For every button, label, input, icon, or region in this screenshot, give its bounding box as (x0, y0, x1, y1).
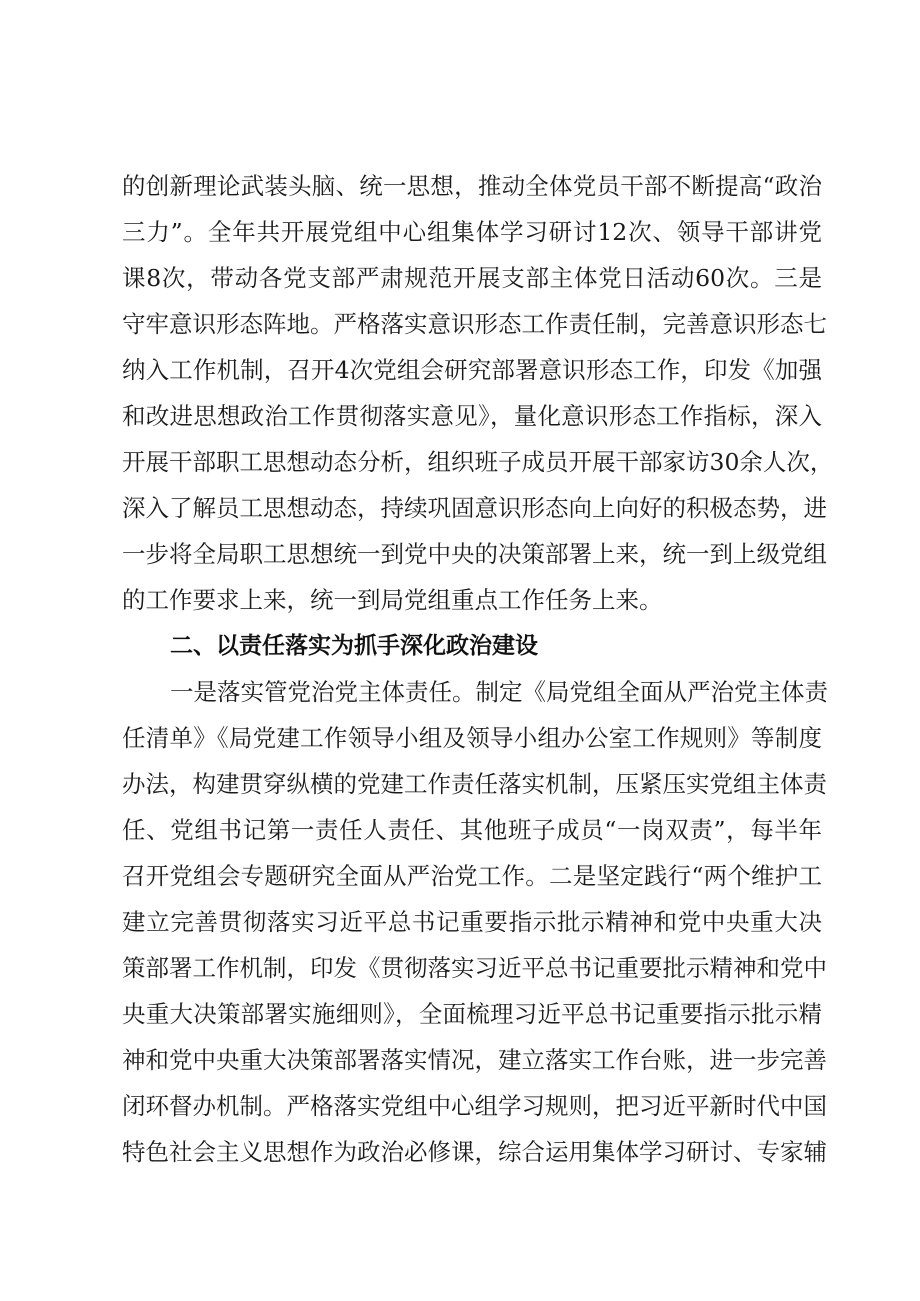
paragraph-1-line-10: 的工作要求上来，统一到局党组重点工作任务上来。 (122, 586, 663, 614)
paragraph-1-line-1: 的创新理论武装头脑、统一思想，推动全体党员干部不断提高“政治 (122, 172, 822, 200)
paragraph-2-line-6: 建立完善贯彻落实习近平总书记重要指示批示精神和党中央重大决 (122, 908, 822, 936)
paragraph-2-line-1: 一是落实管党治党主体责任。制定《局党组全面从严治党主体责 (170, 678, 828, 706)
paragraph-2-line-2: 任清单》《局党建工作领导小组及领导小组办公室工作规则》等制度 (122, 724, 822, 752)
paragraph-1-line-4: 守牢意识形态阵地。严格落实意识形态工作责任制，完善意识形态七 (122, 310, 827, 338)
paragraph-2-line-10: 闭环督办机制。严格落实党组中心组学习规则，把习近平新时代中国 (122, 1092, 827, 1120)
paragraph-1-line-5: 纳入工作机制，召开4次党组会研究部署意识形态工作，印发《加强 (122, 356, 822, 384)
paragraph-1-line-8: 深入了解员工思想动态，持续巩固意识形态向上向好的积极态势，进 (122, 494, 827, 522)
paragraph-1-line-7: 开展干部职工思想动态分析，组织班子成员开展干部家访30余人次， (122, 448, 834, 476)
paragraph-2-line-5: 召开党组会专题研究全面从严治党工作。二是坚定践行“两个维护工 (122, 862, 822, 890)
paragraph-2-line-7: 策部署工作机制，印发《贯彻落实习近平总书记重要批示精神和党中 (122, 954, 827, 982)
paragraph-1-line-9: 一步将全局职工思想统一到党中央的决策部署上来，统一到上级党组 (122, 540, 827, 568)
paragraph-2-line-8: 央重大决策部署实施细则》，全面梳理习近平总书记重要指示批示精 (122, 1000, 822, 1028)
section-heading: 二、以责任落实为抓手深化政治建设 (170, 633, 538, 659)
paragraph-1-line-3: 课8次，带动各党支部严肃规范开展支部主体党日活动60次。三是 (122, 264, 822, 292)
paragraph-2-line-3: 办法，构建贯穿纵横的党建工作责任落实机制，压紧压实党组主体责 (122, 770, 827, 798)
paragraph-2-line-11: 特色社会主义思想作为政治必修课，综合运用集体学习研讨、专家辅 (122, 1138, 827, 1166)
paragraph-1-line-2: 三力”。全年共开展党组中心组集体学习研讨12次、领导干部讲党 (122, 218, 822, 246)
paragraph-1-line-6: 和改进思想政治工作贯彻落实意见》，量化意识形态工作指标，深入 (122, 402, 822, 430)
paragraph-2-line-4: 任、党组书记第一责任人责任、其他班子成员“一岗双责”，每半年 (122, 816, 822, 844)
paragraph-2-line-9: 神和党中央重大决策部署落实情况，建立落实工作台账，进一步完善 (122, 1046, 827, 1074)
